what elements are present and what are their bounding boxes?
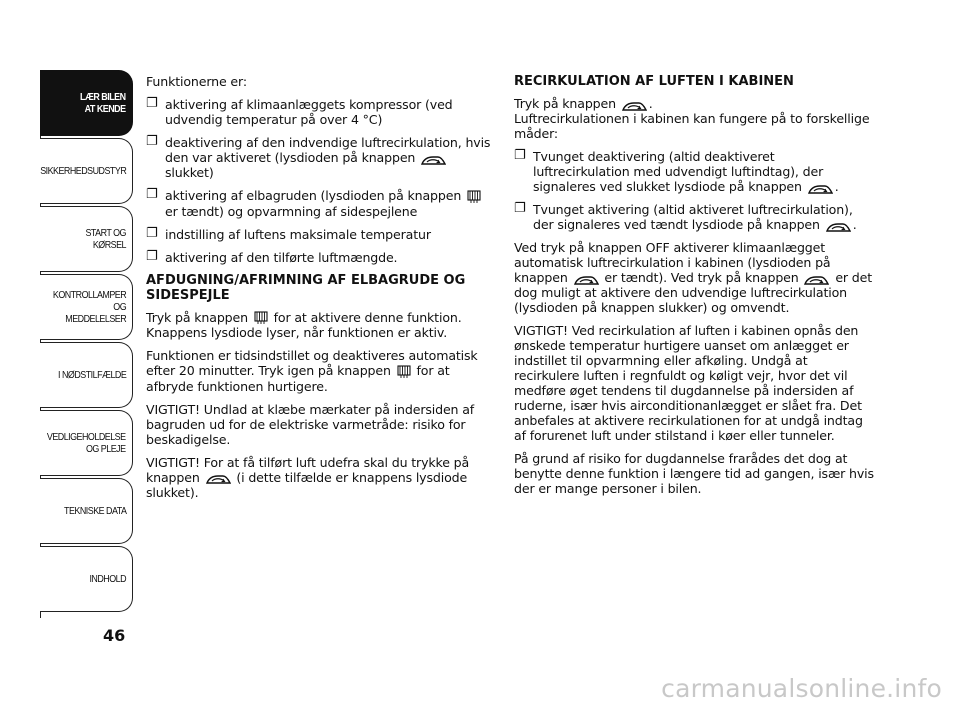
right-column [514, 74, 874, 504]
text-span: Tvunget deaktivering (altid deaktiveret luftrecirkulation med udvendigt luftindtag), der signaleres ved slukket lysdiode på knappen [533, 149, 824, 194]
section-heading: RECIRKULATION AF LUFTEN I KABINEN [514, 74, 794, 89]
text-span: er tændt). Ved tryk på knappen [600, 270, 803, 285]
rear-defrost-icon [397, 365, 411, 379]
tab-label: SIKKERHEDSUDSTYR [39, 165, 126, 177]
car-recirculation-icon [804, 273, 829, 285]
paragraph: VIGTIGT! Ved recirkulation af luften i kabinen opnås den ønskede temperatur hurtigere uanset om anlægget er indstillet til opvarmning eller afkøling. Undgå at recirkulere luften i regnfuldt og køligt vejr, hvor det vil medføre øget tendens til dugdannelse på indersiden af ruderne, især hvis airconditionanlægget er slået fra. Det anbefales at aktivere recirkulationen for at undgå indtag af forurenet luft under stilstand i køer eller tunneler. [514, 323, 863, 443]
paragraph [146, 348, 491, 394]
text-span: for at aktivere denne funktion. Knappens lysdiode lyser, når funktionen er aktiv. [146, 309, 462, 340]
tab-label: I NØDSTILFÆLDE [57, 369, 126, 381]
text-span: aktivering af elbagruden (lysdioden på knappen [165, 188, 466, 203]
car-recirculation-icon [622, 99, 647, 111]
car-recirculation-icon [574, 273, 599, 285]
tab-label: KONTROLLAMPER OG MEDDELELSER [52, 289, 126, 325]
list-item [514, 149, 874, 194]
tab-label: LÆR BILEN AT KENDE [80, 91, 126, 115]
tab-kontrollamper[interactable] [40, 274, 133, 340]
rear-defrost-icon [254, 311, 268, 325]
page-number: 46 [103, 626, 126, 645]
text-span: Ved tryk på knappen OFF aktiverer klimaanlægget automatisk luftrecirkulation i kabinen (lysdioden på knappen [514, 240, 831, 285]
tab-laer-bilen[interactable] [40, 70, 133, 136]
left-column [146, 74, 491, 508]
list-item: ❐ indstilling af luftens maksimale temperatur [146, 227, 491, 242]
text-span: . [852, 217, 857, 232]
tab-label: VEDLIGEHOLDELSE OG PLEJE [47, 431, 126, 455]
text-span: for at afbryde funktionen hurtigere. [146, 363, 450, 394]
section-sidebar [40, 70, 133, 614]
paragraph [514, 96, 874, 111]
text-span: Funktionen er tidsindstillet og deaktiveres automatisk efter 20 minutter. Tryk igen på knappen [146, 348, 478, 378]
watermark: carmanualsonline.info [661, 674, 942, 703]
tab-label: TEKNISKE DATA [63, 505, 126, 517]
tab-start-og-korsel[interactable] [40, 206, 133, 272]
list-item [146, 135, 491, 180]
tab-indhold[interactable] [40, 546, 133, 612]
paragraph [514, 240, 874, 315]
tab-vedligeholdelse[interactable] [40, 410, 133, 476]
paragraph [146, 310, 491, 341]
car-recirculation-icon [421, 153, 446, 165]
text-span: VIGTIGT! For at få tilført luft udefra skal du trykke på knappen [146, 454, 470, 485]
text-span: (i dette tilfælde er knappens lysdiode slukket). [146, 469, 468, 500]
car-recirculation-icon [206, 472, 231, 484]
car-recirculation-icon [826, 220, 851, 232]
tab-label: START OG KØRSEL [85, 227, 126, 251]
section-heading: AFDUGNING/AFRIMNING AF ELBAGRUDE OG SIDESPEJLE [146, 272, 466, 303]
paragraph [146, 455, 491, 500]
paragraph: Luftrecirkulationen i kabinen kan fungere på to forskellige måder: [514, 111, 870, 141]
list-item: ❐ aktivering af klimaanlæggets kompressor (ved udvendig temperatur på over 4 °C) [146, 97, 491, 127]
tab-tekniske-data[interactable] [40, 478, 133, 544]
tab-nodstilfaelde[interactable] [40, 342, 133, 408]
intro-text: Funktionerne er: [146, 74, 247, 89]
car-recirculation-icon [808, 182, 833, 194]
paragraph: VIGTIGT! Undlad at klæbe mærkater på indersiden af bagruden ud for de elektriske varmetråde: risiko for beskadigelse. [146, 401, 475, 447]
text-span: deaktivering af den indvendige luftrecirkulation, hvis den var aktiveret (lysdioden på knappen [165, 135, 491, 165]
text-span: Tryk på knappen [514, 96, 620, 111]
function-list [146, 97, 491, 265]
mode-list [514, 149, 874, 232]
text-span: er tændt) og opvarmning af sidespejlene [165, 203, 418, 219]
list-item [146, 188, 491, 219]
rear-defrost-icon [467, 190, 481, 204]
tab-label: INDHOLD [89, 573, 126, 585]
list-item [514, 202, 874, 232]
text-span: slukket) [165, 165, 214, 180]
list-item: ❐ aktivering af den tilførte luftmængde. [146, 250, 491, 265]
paragraph: På grund af risiko for dugdannelse frarådes det dog at benytte denne funktion i længere tid ad gangen, især hvis der er mange personer i bilen. [514, 451, 874, 496]
text-span: er det dog muligt at aktivere den udvendige luftrecirkulation (lysdioden på knappen slukker) og omvendt. [514, 270, 873, 315]
text-span: . [648, 96, 653, 111]
text-span: . [834, 179, 839, 194]
text-span: Tvunget aktivering (altid aktiveret luftrecirkulation), der signaleres ved tændt lysdiode på knappen [533, 202, 853, 232]
text-span: Tryk på knappen [146, 309, 252, 325]
tab-sikkerhedsudstyr[interactable] [40, 138, 133, 204]
